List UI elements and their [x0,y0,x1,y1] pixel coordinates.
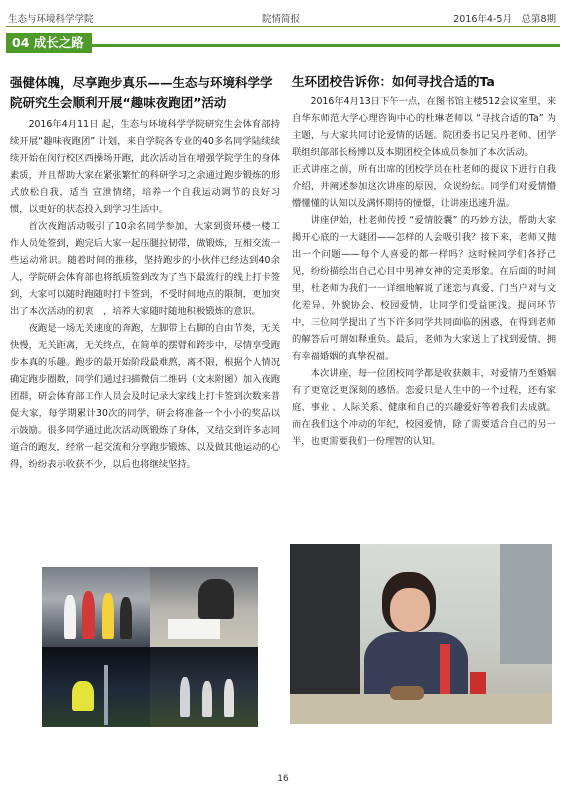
right-paragraph: 讲座伊始，杜老师传授 “爱情胶囊” 的巧妙方法，帮助大家揭开心底的一大谜团——怎样的人会吸引我？接下来，老师又抛出一个问题——每个人喜爱的都一样吗？这时候同学们各抒己见，纷纷描绘出自己心目中男神女神的完美形象。在后面的时间里，杜老师为我们一一详细地解说了迷恋与真爱、门当户对与文化差异、外貌协会、校园爱情，让同学们受益匪浅。提问环节中，三位同学提出了当下许多同学共同面临的困惑，在得到老师的解答后可谓如释重负。最后，老师为大家送上了找到爱情、拥有幸福婚姻的真挚祝福。 [292,215,556,362]
left-paragraph: 首次夜跑活动吸引了10余名同学参加，大家到资环楼一楼工作人员处签到，跑完后大家一起压腿拉韧带，做锻炼，互相交流一些运动常识。随着时间的推移，坚持跑步的小伙伴已经达到40余人，学院研会体育部也将纸质签到改为了当下最流行的线上打卡签到，大家可以随时跑随时打卡签到，不受时间地点的限制，更加突出了本次活动的初衷 ，培养大家随时随地积极锻炼的意识。 [10,221,280,317]
right-article-title: 生环团校告诉你：如何寻找合适的Ta [292,74,495,89]
left-article-body [10,116,280,473]
photo-night-run [150,647,258,727]
left-article-title: 强健体魄，尽享跑步真乐——生态与环境科学学院研究生会顺利开展“趣味夜跑团”活动 [10,75,273,110]
running-photo-grid [42,567,258,727]
photo-night-stretch [42,647,150,727]
left-paragraph: 2016年4月11日 起，生态与环境科学学院研究生会体育部持续开展“趣味夜跑团” 计划，来自学院各专业的40多名同学陆续续续开始在闵行校区西操场开跑，此次活动旨在增强学院学生的身体素质，并且帮助大家在紧张繁忙的科研学习之余通过跑步锻炼的形式放松自我，适当 宣泄情绪，培养一个自我运动调节的良好习惯，以更好的状态投入到学习生活中。 [10,119,280,215]
page-header [0,0,566,28]
right-paragraph: 正式讲座之前，所有出席的团校学员在杜老师的提议下进行自我介绍，并阐述参加这次讲座的原因，众说纷纭。同学们对爱情懵懵懂懂的认知以及满怀期待的憧憬，让讲座迅速升温。 [292,164,556,209]
header-rule [6,26,560,27]
lecturer-photo [290,544,552,724]
page-number: 16 [277,774,289,784]
section-label: 04 成长之路 [6,33,92,53]
left-paragraph: 夜跑是一场无关速度的奔跑，左脚带上右脚的自由节奏，无关快慢，无关距离，无关终点，在简单的摆臂和跨步中，尽情享受跑步本真的乐趣。跑步的最开始阶段最难熬，离不限，根据个人情况确定跑步圈数，同学们通过扫描微信二维码（文末附图）加入夜跑团群，研会体育部工作人员会及时记录大家线上打卡签到次数来普促大家，每学期累计30次的同学，研会将准备一个小小的奖品以示鼓励。很多同学通过此次活动既锻炼了身体，又结交到许多志同道合的跑友，经常一起交流和分享跑步锻炼、以及做其他运动的心得，纷纷表示收获不少，以后也将继续坚持。 [10,323,280,470]
header-school: 生态与环境科学学院 [8,14,94,25]
photo-signing-sheet [150,567,258,647]
photo-group-signin [42,567,150,647]
header-issue: 2016年4-5月 总第8期 [453,14,556,25]
right-paragraph: 2016年4月13日下午一点，在图书馆主楼512会议室里，来自华东师范大学心理咨询中心的杜琳老师以 “寻找合适的Ta” 为主题，与大家共同讨论爱情的话题。院团委书记吴丹老师、团学联组织部部长杨博以及本期团校全体成员参加了本次活动。 [292,96,556,158]
header-publication: 院情简报 [262,14,301,25]
right-article-body [292,93,556,450]
section-divider [92,44,560,47]
right-paragraph: 本次讲座，每一位团校同学都是收获颇丰，对爱情乃至婚姻有了更宽泛更深刻的感悟。恋爱只是人生中的一个过程，还有家庭、事业 、人际关系、健康和自己的兴趣爱好等着我们去成就。而在我们这个冲动的年纪，校园爱情，除了需要适合自己的另一半，也更需要我们一份理智的认知。 [292,368,556,447]
